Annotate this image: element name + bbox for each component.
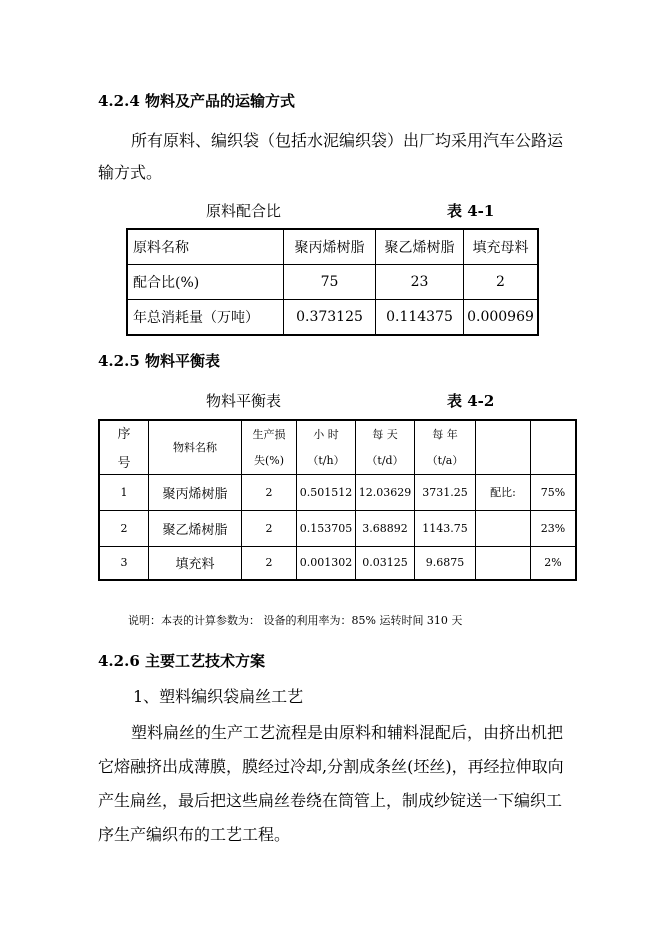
table-row: [127, 265, 538, 300]
table-cell: 3.68892: [356, 510, 415, 546]
table-cell: 2%: [531, 546, 577, 580]
table-header-row: [99, 420, 576, 474]
table-cell: 年总消耗量（万吨）: [127, 300, 284, 336]
header-hour-bottom: （t/h）: [307, 454, 345, 468]
table-cell: 3731.25: [415, 474, 476, 510]
table-cell: 1: [99, 474, 149, 510]
table-cell: 0.000969: [464, 300, 539, 336]
paragraph-line: 塑料扁丝的生产工艺流程是由原料和辅料混配后，由挤出机把: [131, 723, 564, 742]
header-seq-top: 序: [117, 427, 131, 443]
header-year-bottom: （t/a）: [426, 454, 464, 468]
table-caption: 物料平衡表: [206, 392, 282, 410]
table-header-cell: [476, 420, 531, 474]
table-row: [99, 474, 576, 510]
header-loss-bottom: 失(%): [253, 454, 285, 468]
table-header-cell: [356, 420, 415, 474]
header-day-bottom: （t/d）: [366, 454, 404, 468]
paragraph-line: 它熔融挤出成薄膜，膜经过冷却,分割成条丝(坯丝)，再经拉伸取向: [98, 757, 564, 776]
header-year-top: 每 年: [432, 428, 458, 442]
table-row: [127, 300, 538, 336]
table-cell: 配合比(%): [127, 265, 284, 300]
table-cell: 75: [284, 265, 376, 300]
table-cell: 23: [376, 265, 464, 300]
table-header-cell: 聚乙烯树脂: [376, 229, 464, 265]
table-caption: 原料配合比: [206, 202, 282, 220]
table-cell: 聚乙烯树脂: [149, 510, 242, 546]
subsection-title: 1、塑料编织袋扁丝工艺: [133, 687, 304, 706]
table-header-cell: [242, 420, 297, 474]
paragraph-line: 序生产编织布的工艺工程。: [98, 825, 291, 844]
table-header-cell: [99, 420, 149, 474]
section-heading-4-2-5: 4.2.5 物料平衡表: [98, 352, 220, 370]
paragraph-line: 输方式。: [98, 163, 163, 182]
table-cell: 2: [242, 474, 297, 510]
paragraph-line: 所有原料、编织袋（包括水泥编织袋）出厂均采用汽车公路运: [131, 131, 564, 150]
table-cell: 1143.75: [415, 510, 476, 546]
table-header-row: [127, 229, 538, 265]
table-cell: 配比:: [476, 474, 531, 510]
table-header-cell: [531, 420, 577, 474]
table-cell: 0.373125: [284, 300, 376, 336]
table-header-cell: [297, 420, 356, 474]
table-cell: 0.501512: [297, 474, 356, 510]
table-cell: 12.03629: [356, 474, 415, 510]
header-loss-top: 生产损: [252, 428, 286, 442]
section-heading-4-2-4: 4.2.4 物料及产品的运输方式: [98, 92, 295, 110]
table-cell: 9.6875: [415, 546, 476, 580]
table-header-cell: 聚丙烯树脂: [284, 229, 376, 265]
table-cell: 0.114375: [376, 300, 464, 336]
table-cell: 聚丙烯树脂: [149, 474, 242, 510]
table-row: [99, 510, 576, 546]
raw-material-ratio-table: [126, 228, 539, 336]
paragraph-line: 产生扁丝，最后把这些扁丝卷绕在筒管上，制成纱锭送一下编织工: [98, 791, 563, 810]
table-header-cell: 原料名称: [127, 229, 284, 265]
table-cell: 23%: [531, 510, 577, 546]
section-heading-4-2-6: 4.2.6 主要工艺技术方案: [98, 652, 265, 670]
table-row: [99, 546, 576, 580]
table-header-cell: [415, 420, 476, 474]
table-cell: [476, 510, 531, 546]
material-balance-table: [98, 419, 577, 581]
table-cell: 2: [242, 546, 297, 580]
table-cell: 0.001302: [297, 546, 356, 580]
table-cell: 3: [99, 546, 149, 580]
header-hour-top: 小 时: [313, 428, 339, 442]
table-header-cell: 填充母料: [464, 229, 539, 265]
header-seq-bottom: 号: [117, 456, 131, 472]
table-cell: 填充料: [149, 546, 242, 580]
table-cell: 2: [242, 510, 297, 546]
table-label: 表 4-1: [447, 202, 495, 220]
table-label: 表 4-2: [447, 392, 495, 410]
header-day-top: 每 天: [372, 428, 398, 442]
table-cell: 2: [464, 265, 539, 300]
table-cell: 0.153705: [297, 510, 356, 546]
table-cell: 75%: [531, 474, 577, 510]
table-header-cell: 物料名称: [149, 420, 242, 474]
table-cell: 2: [99, 510, 149, 546]
table-cell: 0.03125: [356, 546, 415, 580]
table-cell: [476, 546, 531, 580]
table-note: 说明：本表的计算参数为： 设备的利用率为：85% 运转时间 310 天: [128, 614, 463, 627]
